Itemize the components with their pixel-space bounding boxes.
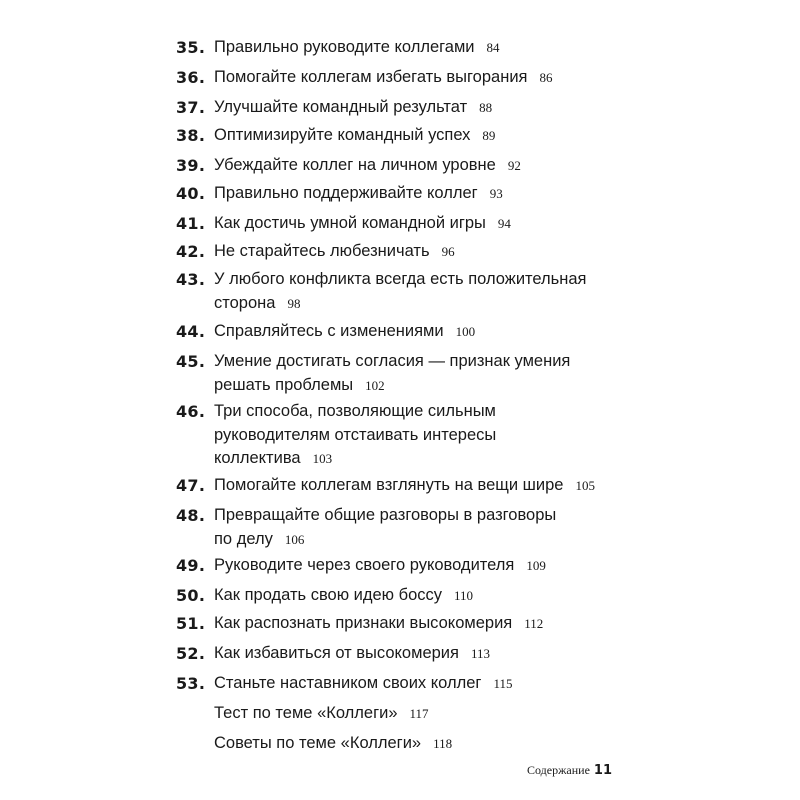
entry-title-line bbox=[214, 212, 634, 236]
entry-title-line bbox=[214, 528, 634, 552]
entry-title-line bbox=[214, 612, 634, 636]
entry-title bbox=[214, 96, 634, 120]
entry-title bbox=[214, 554, 634, 578]
entry-number: 53. bbox=[176, 674, 206, 693]
page-footer bbox=[500, 762, 612, 779]
entry-title-text: Как избавиться от высокомерия bbox=[214, 644, 459, 662]
entry-page-number: 100 bbox=[455, 324, 476, 339]
entry-number: 52. bbox=[176, 644, 206, 663]
entry-page-number: 118 bbox=[433, 736, 453, 751]
entry-number: 39. bbox=[176, 156, 206, 175]
entry-number: 46. bbox=[176, 402, 206, 421]
entry-title-text: Советы по теме «Коллеги» bbox=[214, 734, 422, 752]
entry-title bbox=[214, 240, 634, 264]
entry-title-text: Убеждайте коллег на личном уровне bbox=[214, 156, 496, 174]
entry-title-line bbox=[214, 124, 634, 148]
entry-title-line bbox=[214, 702, 634, 726]
entry-title-text: Как распознать признаки высокомерия bbox=[214, 614, 513, 632]
entry-title-text: Справляйтесь с изменениями bbox=[214, 322, 444, 340]
entry-title bbox=[214, 124, 634, 148]
entry-title-text: Руководите через своего руководителя bbox=[214, 556, 515, 574]
entry-title-text: решать проблемы bbox=[214, 375, 354, 394]
entry-title-text: Помогайте коллегам взглянуть на вещи шире bbox=[214, 476, 564, 494]
entry-page-number: 102 bbox=[365, 377, 385, 393]
entry-title-text: Как продать свою идею боссу bbox=[214, 586, 443, 604]
entry-title bbox=[214, 474, 634, 498]
entry-number: 43. bbox=[176, 270, 206, 289]
entry-title bbox=[214, 320, 634, 344]
entry-page-number: 88 bbox=[479, 100, 493, 115]
entry-title-line bbox=[214, 292, 634, 316]
entry-title-text: У любого конфликта всегда есть положительная bbox=[214, 270, 587, 288]
entry-title-text: Три способа, позволяющие сильным bbox=[214, 402, 496, 420]
entry-title-line bbox=[214, 350, 634, 374]
entry-title-line bbox=[214, 732, 634, 756]
entry-title-line bbox=[214, 154, 634, 178]
entry-title-line bbox=[214, 320, 634, 344]
entry-title bbox=[214, 642, 634, 666]
entry-number: 51. bbox=[176, 614, 206, 633]
entry-title-line bbox=[214, 268, 634, 292]
entry-page-number: 86 bbox=[539, 70, 553, 85]
footer-section-label: Содержание bbox=[527, 763, 590, 777]
entry-title-text: Не старайтесь любезничать bbox=[214, 242, 430, 260]
entry-title-text: Умение достигать согласия — признак умения bbox=[214, 352, 571, 370]
entry-title-line bbox=[214, 672, 634, 696]
entry-title bbox=[214, 672, 634, 696]
entry-page-number: 98 bbox=[287, 295, 301, 311]
entry-number: 50. bbox=[176, 586, 206, 605]
entry-number: 44. bbox=[176, 322, 206, 341]
entry-number: 42. bbox=[176, 242, 206, 261]
entry-title bbox=[214, 732, 634, 756]
entry-title-line bbox=[214, 504, 634, 528]
entry-title bbox=[214, 504, 634, 551]
entry-page-number: 115 bbox=[493, 676, 513, 691]
entry-title bbox=[214, 182, 634, 206]
entry-page-number: 93 bbox=[489, 186, 503, 201]
entry-title bbox=[214, 268, 634, 315]
entry-title-text: Превращайте общие разговоры в разговоры bbox=[214, 506, 557, 524]
entry-title-text: по делу bbox=[214, 529, 273, 548]
entry-page-number: 112 bbox=[524, 616, 544, 631]
entry-title-text: Улучшайте командный результат bbox=[214, 98, 468, 116]
entry-title bbox=[214, 350, 634, 397]
entry-number: 35. bbox=[176, 38, 206, 57]
footer-page-number: 11 bbox=[593, 763, 612, 778]
entry-title-line bbox=[214, 400, 634, 424]
entry-title-text: руководителям отстаивать интересы bbox=[214, 425, 497, 444]
entry-page-number: 92 bbox=[507, 158, 521, 173]
entry-number: 41. bbox=[176, 214, 206, 233]
entry-title-line bbox=[214, 554, 634, 578]
entry-number: 38. bbox=[176, 126, 206, 145]
entry-page-number: 96 bbox=[441, 244, 455, 259]
entry-number: 37. bbox=[176, 98, 206, 117]
entry-title-text: Тест по теме «Коллеги» bbox=[214, 704, 398, 722]
entry-page-number: 110 bbox=[454, 588, 474, 603]
entry-page-number: 113 bbox=[470, 646, 490, 661]
entry-page-number: 109 bbox=[526, 558, 546, 573]
entry-title-line bbox=[214, 474, 634, 498]
entry-number: 48. bbox=[176, 506, 206, 525]
entry-title-text: Как достичь умной командной игры bbox=[214, 214, 486, 232]
entry-title bbox=[214, 400, 634, 471]
entry-title bbox=[214, 584, 634, 608]
entry-page-number: 84 bbox=[486, 40, 500, 55]
entry-title-text: Правильно поддерживайте коллег bbox=[214, 184, 478, 202]
entry-number: 45. bbox=[176, 352, 206, 371]
entry-title bbox=[214, 612, 634, 636]
entry-title-text: коллектива bbox=[214, 449, 301, 467]
entry-title bbox=[214, 36, 634, 60]
entry-number: 49. bbox=[176, 556, 206, 575]
entry-page-number: 94 bbox=[497, 216, 511, 231]
entry-page-number: 117 bbox=[409, 706, 429, 721]
entry-page-number: 105 bbox=[575, 478, 595, 493]
entry-title-line bbox=[214, 424, 634, 448]
entry-title-line bbox=[214, 642, 634, 666]
entry-title-line bbox=[214, 96, 634, 120]
entry-title-line bbox=[214, 240, 634, 264]
entry-number: 47. bbox=[176, 476, 206, 495]
entry-title-text: Оптимизируйте командный успех bbox=[214, 126, 471, 144]
entry-title-line bbox=[214, 36, 634, 60]
entry-page-number: 103 bbox=[312, 451, 333, 466]
entry-title-text: Помогайте коллегам избегать выгорания bbox=[214, 68, 528, 86]
entry-title bbox=[214, 66, 634, 90]
entry-title-text: Станьте наставником своих коллег bbox=[214, 674, 482, 692]
entry-title-line bbox=[214, 447, 634, 471]
entry-number: 36. bbox=[176, 68, 206, 87]
entry-title-line bbox=[214, 182, 634, 206]
entry-number: 40. bbox=[176, 184, 206, 203]
entry-title bbox=[214, 702, 634, 726]
entry-title-line bbox=[214, 66, 634, 90]
entry-title-text: сторона bbox=[214, 293, 276, 312]
entry-page-number: 106 bbox=[284, 531, 305, 547]
entry-title-text: Правильно руководите коллегами bbox=[214, 38, 475, 56]
entry-page-number: 89 bbox=[482, 128, 496, 143]
entry-title bbox=[214, 154, 634, 178]
entry-title-line bbox=[214, 374, 634, 398]
entry-title bbox=[214, 212, 634, 236]
entry-title-line bbox=[214, 584, 634, 608]
